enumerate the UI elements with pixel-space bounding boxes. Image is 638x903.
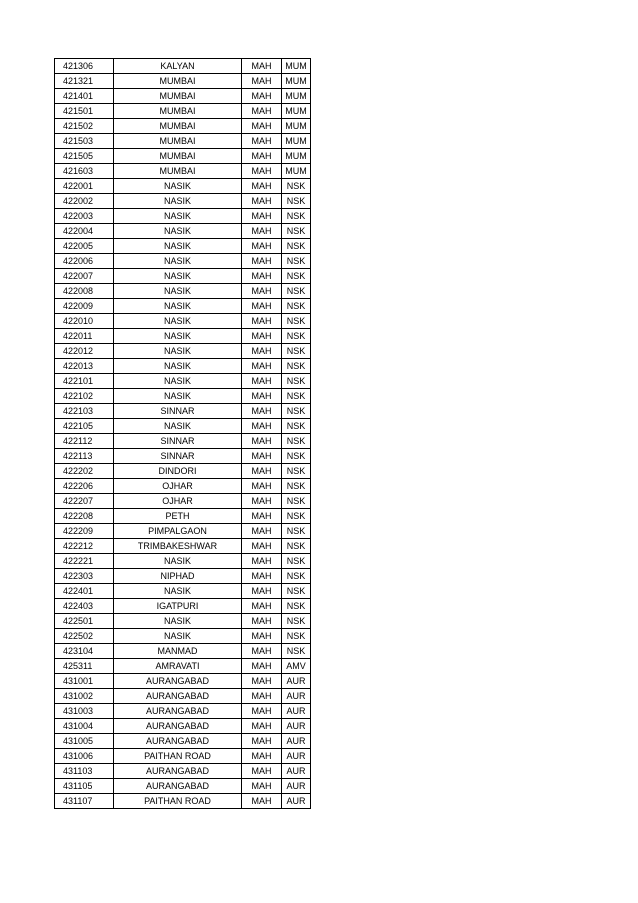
state-cell: MAH — [242, 329, 282, 344]
city-cell: NASIK — [114, 359, 242, 374]
state-cell: MAH — [242, 299, 282, 314]
pincode-cell: 421401 — [55, 89, 114, 104]
table-row — [55, 344, 311, 359]
city-cell: NASIK — [114, 374, 242, 389]
spreadsheet-page — [54, 58, 311, 809]
pincode-cell: 421321 — [55, 74, 114, 89]
city-cell: AURANGABAD — [114, 689, 242, 704]
table-row — [55, 599, 311, 614]
city-cell: NASIK — [114, 344, 242, 359]
pincode-cell: 422207 — [55, 494, 114, 509]
state-cell: MAH — [242, 104, 282, 119]
table-row — [55, 794, 311, 809]
state-cell: MAH — [242, 524, 282, 539]
table-row — [55, 269, 311, 284]
pincode-cell: 431006 — [55, 749, 114, 764]
pincode-cell: 422007 — [55, 269, 114, 284]
pincode-cell: 421501 — [55, 104, 114, 119]
table-row — [55, 554, 311, 569]
region-code-cell: NSK — [282, 269, 311, 284]
pincode-cell: 421505 — [55, 149, 114, 164]
table-row — [55, 404, 311, 419]
table-row — [55, 494, 311, 509]
region-code-cell: AUR — [282, 764, 311, 779]
table-row — [55, 659, 311, 674]
city-cell: NASIK — [114, 629, 242, 644]
table-row — [55, 704, 311, 719]
pincode-cell: 423104 — [55, 644, 114, 659]
region-code-cell: AUR — [282, 704, 311, 719]
state-cell: MAH — [242, 629, 282, 644]
city-cell: SINNAR — [114, 449, 242, 464]
pincode-cell: 422202 — [55, 464, 114, 479]
pincode-cell: 431103 — [55, 764, 114, 779]
region-code-cell: NSK — [282, 179, 311, 194]
table-row — [55, 164, 311, 179]
city-cell: PAITHAN ROAD — [114, 794, 242, 809]
region-code-cell: NSK — [282, 209, 311, 224]
state-cell: MAH — [242, 224, 282, 239]
table-row — [55, 779, 311, 794]
pincode-cell: 422113 — [55, 449, 114, 464]
region-code-cell: NSK — [282, 584, 311, 599]
city-cell: NASIK — [114, 239, 242, 254]
city-cell: PETH — [114, 509, 242, 524]
region-code-cell: NSK — [282, 614, 311, 629]
table-row — [55, 419, 311, 434]
pincode-cell: 431004 — [55, 719, 114, 734]
pincode-cell: 422010 — [55, 314, 114, 329]
pincode-cell: 422005 — [55, 239, 114, 254]
table-row — [55, 224, 311, 239]
state-cell: MAH — [242, 614, 282, 629]
pincode-cell: 421502 — [55, 119, 114, 134]
table-row — [55, 674, 311, 689]
state-cell: MAH — [242, 569, 282, 584]
region-code-cell: NSK — [282, 569, 311, 584]
region-code-cell: NSK — [282, 389, 311, 404]
state-cell: MAH — [242, 479, 282, 494]
state-cell: MAH — [242, 584, 282, 599]
region-code-cell: NSK — [282, 644, 311, 659]
state-cell: MAH — [242, 464, 282, 479]
table-row — [55, 134, 311, 149]
state-cell: MAH — [242, 74, 282, 89]
state-cell: MAH — [242, 704, 282, 719]
table-row — [55, 719, 311, 734]
city-cell: DINDORI — [114, 464, 242, 479]
state-cell: MAH — [242, 269, 282, 284]
pincode-cell: 422011 — [55, 329, 114, 344]
state-cell: MAH — [242, 644, 282, 659]
state-cell: MAH — [242, 734, 282, 749]
table-row — [55, 329, 311, 344]
table-row — [55, 539, 311, 554]
state-cell: MAH — [242, 674, 282, 689]
table-row — [55, 284, 311, 299]
state-cell: MAH — [242, 149, 282, 164]
state-cell: MAH — [242, 359, 282, 374]
state-cell: MAH — [242, 599, 282, 614]
pincode-cell: 421306 — [55, 59, 114, 74]
city-cell: MUMBAI — [114, 89, 242, 104]
pincode-cell: 431105 — [55, 779, 114, 794]
table-row — [55, 629, 311, 644]
city-cell: IGATPURI — [114, 599, 242, 614]
region-code-cell: NSK — [282, 239, 311, 254]
city-cell: MUMBAI — [114, 104, 242, 119]
table-row — [55, 89, 311, 104]
region-code-cell: NSK — [282, 374, 311, 389]
pincode-cell: 422001 — [55, 179, 114, 194]
state-cell: MAH — [242, 419, 282, 434]
pincode-cell: 421603 — [55, 164, 114, 179]
region-code-cell: AUR — [282, 734, 311, 749]
pincode-cell: 422013 — [55, 359, 114, 374]
state-cell: MAH — [242, 719, 282, 734]
table-row — [55, 464, 311, 479]
pincode-cell: 422112 — [55, 434, 114, 449]
table-row — [55, 509, 311, 524]
region-code-cell: MUM — [282, 134, 311, 149]
state-cell: MAH — [242, 344, 282, 359]
region-code-cell: AMV — [282, 659, 311, 674]
table-row — [55, 389, 311, 404]
pincode-cell: 421503 — [55, 134, 114, 149]
pincode-cell: 431005 — [55, 734, 114, 749]
table-row — [55, 644, 311, 659]
state-cell: MAH — [242, 89, 282, 104]
pincode-cell: 422105 — [55, 419, 114, 434]
pincode-cell: 422209 — [55, 524, 114, 539]
table-row — [55, 434, 311, 449]
pincode-cell: 422009 — [55, 299, 114, 314]
state-cell: MAH — [242, 134, 282, 149]
city-cell: KALYAN — [114, 59, 242, 74]
region-code-cell: NSK — [282, 224, 311, 239]
region-code-cell: MUM — [282, 74, 311, 89]
pincode-cell: 422004 — [55, 224, 114, 239]
region-code-cell: NSK — [282, 554, 311, 569]
city-cell: NASIK — [114, 419, 242, 434]
pincode-cell: 422401 — [55, 584, 114, 599]
city-cell: NASIK — [114, 179, 242, 194]
city-cell: AURANGABAD — [114, 719, 242, 734]
city-cell: NASIK — [114, 614, 242, 629]
region-code-cell: NSK — [282, 329, 311, 344]
pincode-cell: 422221 — [55, 554, 114, 569]
city-cell: PAITHAN ROAD — [114, 749, 242, 764]
city-cell: NASIK — [114, 299, 242, 314]
table-row — [55, 479, 311, 494]
state-cell: MAH — [242, 404, 282, 419]
city-cell: SINNAR — [114, 404, 242, 419]
pincode-table — [54, 58, 311, 809]
city-cell: MUMBAI — [114, 164, 242, 179]
table-row — [55, 569, 311, 584]
city-cell: NASIK — [114, 224, 242, 239]
table-row — [55, 299, 311, 314]
state-cell: MAH — [242, 434, 282, 449]
state-cell: MAH — [242, 164, 282, 179]
state-cell: MAH — [242, 539, 282, 554]
table-row — [55, 689, 311, 704]
state-cell: MAH — [242, 194, 282, 209]
table-row — [55, 734, 311, 749]
city-cell: NASIK — [114, 554, 242, 569]
state-cell: MAH — [242, 659, 282, 674]
pincode-cell: 422212 — [55, 539, 114, 554]
city-cell: MANMAD — [114, 644, 242, 659]
pincode-cell: 422501 — [55, 614, 114, 629]
city-cell: PIMPALGAON — [114, 524, 242, 539]
table-row — [55, 584, 311, 599]
region-code-cell: NSK — [282, 599, 311, 614]
region-code-cell: MUM — [282, 104, 311, 119]
state-cell: MAH — [242, 374, 282, 389]
state-cell: MAH — [242, 209, 282, 224]
pincode-cell: 422102 — [55, 389, 114, 404]
table-row — [55, 374, 311, 389]
table-row — [55, 764, 311, 779]
pincode-cell: 422403 — [55, 599, 114, 614]
city-cell: MUMBAI — [114, 119, 242, 134]
table-row — [55, 314, 311, 329]
city-cell: OJHAR — [114, 479, 242, 494]
region-code-cell: NSK — [282, 194, 311, 209]
region-code-cell: NSK — [282, 479, 311, 494]
region-code-cell: AUR — [282, 779, 311, 794]
region-code-cell: NSK — [282, 419, 311, 434]
region-code-cell: MUM — [282, 59, 311, 74]
region-code-cell: NSK — [282, 494, 311, 509]
city-cell: OJHAR — [114, 494, 242, 509]
state-cell: MAH — [242, 284, 282, 299]
region-code-cell: MUM — [282, 119, 311, 134]
state-cell: MAH — [242, 509, 282, 524]
table-row — [55, 254, 311, 269]
table-row — [55, 449, 311, 464]
city-cell: NASIK — [114, 269, 242, 284]
region-code-cell: NSK — [282, 434, 311, 449]
table-body — [55, 59, 311, 809]
city-cell: AMRAVATI — [114, 659, 242, 674]
pincode-cell: 422208 — [55, 509, 114, 524]
pincode-cell: 422103 — [55, 404, 114, 419]
pincode-cell: 422502 — [55, 629, 114, 644]
state-cell: MAH — [242, 794, 282, 809]
region-code-cell: AUR — [282, 719, 311, 734]
state-cell: MAH — [242, 239, 282, 254]
city-cell: NASIK — [114, 329, 242, 344]
table-row — [55, 194, 311, 209]
table-row — [55, 614, 311, 629]
city-cell: NASIK — [114, 584, 242, 599]
city-cell: AURANGABAD — [114, 674, 242, 689]
region-code-cell: MUM — [282, 149, 311, 164]
city-cell: SINNAR — [114, 434, 242, 449]
pincode-cell: 422303 — [55, 569, 114, 584]
state-cell: MAH — [242, 494, 282, 509]
pincode-cell: 431001 — [55, 674, 114, 689]
table-row — [55, 359, 311, 374]
region-code-cell: MUM — [282, 164, 311, 179]
city-cell: MUMBAI — [114, 74, 242, 89]
table-row — [55, 524, 311, 539]
pincode-cell: 422008 — [55, 284, 114, 299]
pincode-cell: 422006 — [55, 254, 114, 269]
state-cell: MAH — [242, 389, 282, 404]
state-cell: MAH — [242, 689, 282, 704]
region-code-cell: NSK — [282, 344, 311, 359]
region-code-cell: NSK — [282, 359, 311, 374]
table-row — [55, 59, 311, 74]
city-cell: MUMBAI — [114, 134, 242, 149]
pincode-cell: 422206 — [55, 479, 114, 494]
state-cell: MAH — [242, 749, 282, 764]
region-code-cell: NSK — [282, 539, 311, 554]
region-code-cell: AUR — [282, 674, 311, 689]
table-row — [55, 119, 311, 134]
city-cell: TRIMBAKESHWAR — [114, 539, 242, 554]
table-row — [55, 149, 311, 164]
state-cell: MAH — [242, 764, 282, 779]
region-code-cell: NSK — [282, 314, 311, 329]
city-cell: MUMBAI — [114, 149, 242, 164]
pincode-cell: 422012 — [55, 344, 114, 359]
city-cell: NASIK — [114, 389, 242, 404]
state-cell: MAH — [242, 554, 282, 569]
region-code-cell: NSK — [282, 509, 311, 524]
region-code-cell: AUR — [282, 794, 311, 809]
state-cell: MAH — [242, 254, 282, 269]
table-row — [55, 104, 311, 119]
table-row — [55, 749, 311, 764]
table-row — [55, 209, 311, 224]
region-code-cell: AUR — [282, 689, 311, 704]
city-cell: NASIK — [114, 254, 242, 269]
city-cell: AURANGABAD — [114, 734, 242, 749]
city-cell: AURANGABAD — [114, 764, 242, 779]
region-code-cell: NSK — [282, 254, 311, 269]
region-code-cell: NSK — [282, 299, 311, 314]
city-cell: NASIK — [114, 314, 242, 329]
pincode-cell: 422002 — [55, 194, 114, 209]
region-code-cell: NSK — [282, 629, 311, 644]
city-cell: AURANGABAD — [114, 779, 242, 794]
pincode-cell: 431002 — [55, 689, 114, 704]
city-cell: NASIK — [114, 194, 242, 209]
pincode-cell: 431107 — [55, 794, 114, 809]
city-cell: NASIK — [114, 209, 242, 224]
pincode-cell: 422003 — [55, 209, 114, 224]
region-code-cell: NSK — [282, 464, 311, 479]
region-code-cell: AUR — [282, 749, 311, 764]
pincode-cell: 422101 — [55, 374, 114, 389]
table-row — [55, 239, 311, 254]
region-code-cell: NSK — [282, 284, 311, 299]
state-cell: MAH — [242, 779, 282, 794]
state-cell: MAH — [242, 314, 282, 329]
city-cell: AURANGABAD — [114, 704, 242, 719]
region-code-cell: NSK — [282, 449, 311, 464]
region-code-cell: NSK — [282, 404, 311, 419]
region-code-cell: MUM — [282, 89, 311, 104]
pincode-cell: 425311 — [55, 659, 114, 674]
state-cell: MAH — [242, 119, 282, 134]
state-cell: MAH — [242, 59, 282, 74]
city-cell: NIPHAD — [114, 569, 242, 584]
region-code-cell: NSK — [282, 524, 311, 539]
city-cell: NASIK — [114, 284, 242, 299]
pincode-cell: 431003 — [55, 704, 114, 719]
table-row — [55, 74, 311, 89]
table-row — [55, 179, 311, 194]
state-cell: MAH — [242, 179, 282, 194]
state-cell: MAH — [242, 449, 282, 464]
